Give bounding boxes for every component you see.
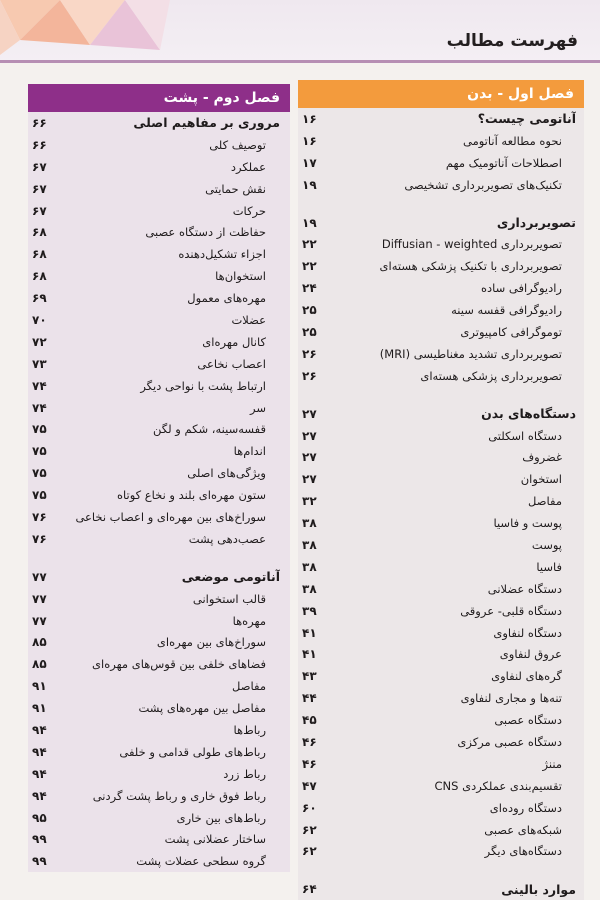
- toc-page-number: ۶۷: [32, 159, 47, 174]
- toc-page-number: ۶۸: [32, 269, 47, 284]
- toc-entry[interactable]: [302, 819, 576, 841]
- toc-entry-label: دستگاه روده‌ای: [489, 800, 562, 815]
- toc-entry-label: دستگاه‌های بدن: [481, 406, 576, 422]
- toc-page-number: ۷۰: [32, 312, 47, 327]
- toc-page-number: ۲۵: [302, 303, 317, 318]
- toc-page-number: ۴۴: [302, 691, 317, 706]
- toc-entry[interactable]: [32, 763, 280, 785]
- toc-page-number: ۶۴: [302, 882, 317, 897]
- toc-entry-label: مفاصل: [528, 494, 562, 509]
- toc-page-number: ۹۴: [32, 744, 47, 759]
- toc-entry[interactable]: [302, 255, 576, 277]
- spacer: [32, 550, 280, 566]
- toc-entry-label: دستگاه لنفاوی: [493, 625, 562, 640]
- toc-entry[interactable]: [32, 221, 280, 243]
- toc-entry-label: رادیوگرافی ساده: [480, 281, 562, 296]
- toc-page-number: ۱۹: [302, 177, 317, 192]
- spacer: [302, 862, 576, 878]
- toc-page-number: ۸۵: [32, 657, 47, 672]
- toc-entry[interactable]: [32, 675, 280, 697]
- toc-entry-label: تنه‌ها و مجاری لنفاوی: [460, 691, 562, 706]
- toc-entry[interactable]: [302, 233, 576, 255]
- toc-entry[interactable]: [302, 343, 576, 365]
- toc-entry-label: سوراخ‌های بین مهره‌ای: [156, 635, 266, 650]
- toc-entry-label: مفاصل: [232, 679, 266, 694]
- toc-page-number: ۶۷: [32, 181, 47, 196]
- toc-page-number: ۶۰: [302, 800, 317, 815]
- toc-page-number: ۶۶: [32, 137, 47, 152]
- toc-entry[interactable]: [302, 446, 576, 468]
- toc-page-number: ۴۳: [302, 669, 317, 684]
- toc-entry[interactable]: [32, 506, 280, 528]
- toc-entry[interactable]: [32, 200, 280, 222]
- toc-entry-label: توصیف کلی: [209, 137, 266, 152]
- toc-entry[interactable]: [32, 807, 280, 829]
- toc-entry-label: دستگاه اسکلتی: [488, 428, 562, 443]
- toc-entry[interactable]: [32, 353, 280, 375]
- chapter-one-list: [298, 108, 584, 900]
- toc-entry-label: آناتومی چیست؟: [477, 111, 576, 127]
- toc-entry-label: رباط‌های طولی قدامی و خلفی: [119, 744, 266, 759]
- toc-entry-label: تصویربرداری با تکنیک پزشکی هسته‌ای: [379, 259, 562, 274]
- toc-entry[interactable]: [302, 277, 576, 299]
- toc-heading[interactable]: [32, 566, 280, 588]
- toc-page-number: ۸۵: [32, 635, 47, 650]
- toc-entry-label: نقش حمایتی: [205, 181, 266, 196]
- toc-page-number: ۲۶: [302, 368, 317, 383]
- toc-entry-label: گره‌های لنفاوی: [491, 669, 562, 684]
- toc-page-number: ۲۲: [302, 259, 317, 274]
- toc-entry-label: سر: [250, 400, 266, 415]
- toc-entry[interactable]: [302, 797, 576, 819]
- toc-entry[interactable]: [32, 653, 280, 675]
- toc-entry-label: مروری بر مفاهیم اصلی: [133, 115, 280, 131]
- toc-entry[interactable]: [302, 468, 576, 490]
- toc-entry[interactable]: [32, 265, 280, 287]
- toc-entry-label: نحوه مطالعه آناتومی: [462, 133, 562, 148]
- toc-page-number: ۷۷: [32, 569, 47, 584]
- toc-page-number: ۴۱: [302, 647, 317, 662]
- toc-entry[interactable]: [32, 331, 280, 353]
- toc-entry[interactable]: [302, 687, 576, 709]
- toc-entry-label: ستون مهره‌ای بلند و نخاع کوتاه: [116, 488, 266, 503]
- toc-page-number: ۶۷: [32, 203, 47, 218]
- chapter-two-column: [28, 84, 290, 872]
- chapter-one-header: فصل اول - بدن: [298, 80, 584, 108]
- toc-page-number: ۷۳: [32, 356, 47, 371]
- toc-entry[interactable]: [32, 829, 280, 851]
- toc-entry-label: فاسیا: [536, 559, 562, 574]
- spacer: [302, 387, 576, 403]
- toc-page-number: ۷۵: [32, 444, 47, 459]
- toc-entry[interactable]: [302, 643, 576, 665]
- toc-entry[interactable]: [302, 130, 576, 152]
- toc-entry-label: دستگاه عضلانی: [487, 581, 562, 596]
- toc-page-number: ۱۷: [302, 155, 317, 170]
- toc-entry[interactable]: [302, 709, 576, 731]
- toc-heading[interactable]: [302, 403, 576, 425]
- toc-entry[interactable]: [32, 156, 280, 178]
- toc-page-number: ۳۸: [302, 516, 317, 531]
- toc-entry[interactable]: [302, 425, 576, 447]
- toc-entry-label: ساختار عضلانی پشت: [164, 832, 266, 847]
- toc-entry-label: عملکرد: [230, 159, 266, 174]
- chapter-two-header: فصل دوم - پشت: [28, 84, 290, 112]
- toc-page-number: ۴۶: [302, 734, 317, 749]
- toc-entry[interactable]: [302, 174, 576, 196]
- toc-entry-label: تصویربرداری Diffusian - weighted: [381, 237, 562, 252]
- toc-entry[interactable]: [302, 622, 576, 644]
- toc-entry[interactable]: [32, 850, 280, 872]
- toc-entry-label: اعصاب نخاعی: [197, 356, 266, 371]
- toc-page-number: ۶۲: [302, 844, 317, 859]
- toc-page-number: ۲۷: [302, 450, 317, 465]
- toc-entry-label: فضاهای خلفی بین قوس‌های مهره‌ای: [92, 657, 266, 672]
- toc-entry[interactable]: [302, 841, 576, 863]
- toc-entry-label: اندام‌ها: [233, 444, 266, 459]
- toc-entry-label: رباط زرد: [223, 766, 266, 781]
- page-title: فهرست مطالب: [446, 31, 578, 51]
- toc-page-number: ۲۲: [302, 237, 317, 252]
- toc-page-number: ۳۸: [302, 559, 317, 574]
- toc-entry-label: قفسه‌سینه، شکم و لگن: [153, 422, 266, 437]
- toc-page-number: ۶۹: [32, 291, 47, 306]
- toc-entry-label: سوراخ‌های بین مهره‌ای و اعصاب نخاعی: [75, 509, 266, 524]
- toc-entry[interactable]: [302, 753, 576, 775]
- toc-entry[interactable]: [32, 741, 280, 763]
- toc-entry[interactable]: [302, 490, 576, 512]
- toc-entry-label: رباط فوق خاری و رباط پشت گردنی: [92, 788, 266, 803]
- toc-page-number: ۷۵: [32, 422, 47, 437]
- toc-heading[interactable]: [302, 212, 576, 234]
- toc-page-number: ۹۴: [32, 788, 47, 803]
- toc-entry-label: دستگاه عصبی مرکزی: [457, 734, 562, 749]
- toc-entry-label: کانال مهره‌ای: [202, 334, 266, 349]
- toc-entry-label: اجزاء تشکیل‌دهنده: [178, 247, 266, 262]
- chapter-one-column: [298, 80, 584, 900]
- toc-page-number: ۲۷: [302, 428, 317, 443]
- toc-entry-label: دستگاه عصبی: [494, 713, 562, 728]
- toc-entry-label: توموگرافی کامپیوتری: [460, 324, 562, 339]
- toc-entry[interactable]: [302, 665, 576, 687]
- toc-heading[interactable]: [302, 878, 576, 900]
- toc-page-number: ۲۶: [302, 346, 317, 361]
- toc-entry-label: تقسیم‌بندی عملکردی CNS: [434, 778, 562, 793]
- toc-entry[interactable]: [302, 578, 576, 600]
- toc-entry[interactable]: [302, 556, 576, 578]
- toc-entry-label: تکنیک‌های تصویربرداری تشخیصی: [404, 177, 562, 192]
- toc-entry[interactable]: [32, 440, 280, 462]
- toc-entry[interactable]: [302, 152, 576, 174]
- toc-entry[interactable]: [32, 309, 280, 331]
- toc-entry[interactable]: [32, 418, 280, 440]
- toc-page-number: ۷۲: [32, 334, 47, 349]
- toc-page-number: ۳۸: [302, 537, 317, 552]
- toc-entry[interactable]: [302, 365, 576, 387]
- toc-entry[interactable]: [302, 731, 576, 753]
- toc-entry[interactable]: [32, 375, 280, 397]
- toc-page-number: ۷۷: [32, 613, 47, 628]
- toc-entry-label: مننژ: [542, 756, 562, 771]
- toc-page-number: ۶۸: [32, 225, 47, 240]
- toc-page-number: ۶۲: [302, 822, 317, 837]
- toc-entry[interactable]: [32, 243, 280, 265]
- chapter-two-list: [28, 112, 290, 872]
- toc-entry-label: پوست: [531, 537, 562, 552]
- toc-entry-label: رباط‌ها: [233, 722, 266, 737]
- toc-entry-label: پوست و فاسیا: [493, 516, 562, 531]
- toc-entry[interactable]: [302, 299, 576, 321]
- toc-entry[interactable]: [32, 484, 280, 506]
- toc-page-number: ۹۱: [32, 701, 47, 716]
- toc-entry[interactable]: [32, 397, 280, 419]
- spacer: [302, 196, 576, 212]
- toc-entry-label: مهره‌های معمول: [187, 291, 266, 306]
- toc-page-number: ۲۵: [302, 324, 317, 339]
- toc-page-number: ۲۷: [302, 406, 317, 421]
- toc-entry-label: دستگاه قلبی- عروقی: [460, 603, 562, 618]
- toc-entry-label: مهره‌ها: [232, 613, 266, 628]
- toc-page-number: ۶۶: [32, 115, 47, 130]
- toc-page-number: ۴۵: [302, 713, 317, 728]
- toc-heading[interactable]: [302, 108, 576, 130]
- toc-entry[interactable]: [32, 287, 280, 309]
- toc-entry[interactable]: [32, 134, 280, 156]
- toc-entry-label: عضلات: [231, 312, 266, 327]
- toc-page-number: ۷۷: [32, 591, 47, 606]
- toc-entry-label: تصویربرداری تشدید مغناطیسی (MRI): [379, 346, 562, 361]
- toc-page-number: ۹۹: [32, 832, 47, 847]
- toc-entry-label: شبکه‌های عصبی: [484, 822, 562, 837]
- decorative-triangles: [0, 0, 170, 62]
- toc-page-number: ۹۴: [32, 766, 47, 781]
- toc-entry-label: دستگاه‌های دیگر: [484, 844, 562, 859]
- toc-page-number: ۴۱: [302, 625, 317, 640]
- toc-entry[interactable]: [302, 775, 576, 797]
- toc-entry-label: مفاصل بین مهره‌های پشت: [138, 701, 266, 716]
- toc-entry[interactable]: [32, 719, 280, 741]
- toc-entry[interactable]: [32, 528, 280, 550]
- toc-page-number: ۷۶: [32, 509, 47, 524]
- toc-entry[interactable]: [32, 610, 280, 632]
- toc-entry-label: غضروف: [522, 450, 562, 465]
- toc-page-number: ۹۴: [32, 722, 47, 737]
- toc-entry[interactable]: [302, 321, 576, 343]
- toc-entry-label: حرکات: [232, 203, 266, 218]
- toc-entry-label: عروق لنفاوی: [499, 647, 562, 662]
- toc-entry-label: استخوان: [520, 472, 562, 487]
- toc-entry[interactable]: [302, 600, 576, 622]
- toc-entry-label: حفاظت از دستگاه عصبی: [145, 225, 266, 240]
- toc-page-number: ۳۸: [302, 581, 317, 596]
- toc-page-number: ۹۹: [32, 854, 47, 869]
- toc-entry-label: استخوان‌ها: [215, 269, 266, 284]
- toc-page-number: ۷۴: [32, 378, 47, 393]
- toc-entry[interactable]: [302, 512, 576, 534]
- toc-entry[interactable]: [32, 697, 280, 719]
- toc-entry[interactable]: [32, 631, 280, 653]
- toc-entry-label: موارد بالینی: [501, 881, 576, 897]
- toc-page-number: ۶۸: [32, 247, 47, 262]
- toc-entry-label: قالب استخوانی: [192, 591, 266, 606]
- toc-entry[interactable]: [32, 178, 280, 200]
- toc-heading[interactable]: [32, 112, 280, 134]
- toc-page-number: ۱۶: [302, 133, 317, 148]
- toc-entry-label: ارتباط پشت با نواحی دیگر: [140, 378, 266, 393]
- toc-entry-label: تصویربرداری: [496, 215, 576, 230]
- toc-page-number: ۱۹: [302, 215, 317, 230]
- toc-entry[interactable]: [32, 588, 280, 610]
- toc-entry-label: ویژگی‌های اصلی: [187, 466, 266, 481]
- toc-page-number: ۷۵: [32, 466, 47, 481]
- toc-page-number: ۳۹: [302, 603, 317, 618]
- top-rule: [0, 60, 600, 63]
- toc-page-number: ۹۵: [32, 810, 47, 825]
- toc-page-number: ۲۷: [302, 472, 317, 487]
- toc-entry-label: تصویربرداری پزشکی هسته‌ای: [420, 368, 562, 383]
- toc-page-number: ۷۶: [32, 531, 47, 546]
- toc-entry-label: عصب‌دهی پشت: [188, 531, 266, 546]
- toc-entry[interactable]: [32, 462, 280, 484]
- toc-page-number: ۷۴: [32, 400, 47, 415]
- toc-entry[interactable]: [32, 785, 280, 807]
- toc-page-number: ۷۵: [32, 488, 47, 503]
- toc-entry-label: رادیوگرافی قفسه سینه: [451, 303, 562, 318]
- toc-entry[interactable]: [302, 534, 576, 556]
- toc-page-number: ۳۲: [302, 494, 317, 509]
- toc-page-number: ۲۴: [302, 281, 317, 296]
- toc-entry-label: گروه سطحی عضلات پشت: [136, 854, 266, 869]
- toc-page-number: ۱۶: [302, 111, 317, 126]
- toc-page-number: ۴۷: [302, 778, 317, 793]
- toc-entry-label: آناتومی موضعی: [181, 569, 280, 585]
- toc-page-number: ۹۱: [32, 679, 47, 694]
- toc-page-number: ۴۶: [302, 756, 317, 771]
- toc-entry-label: اصطلاحات آناتومیک مهم: [445, 155, 562, 170]
- toc-entry-label: رباط‌های بین خاری: [176, 810, 266, 825]
